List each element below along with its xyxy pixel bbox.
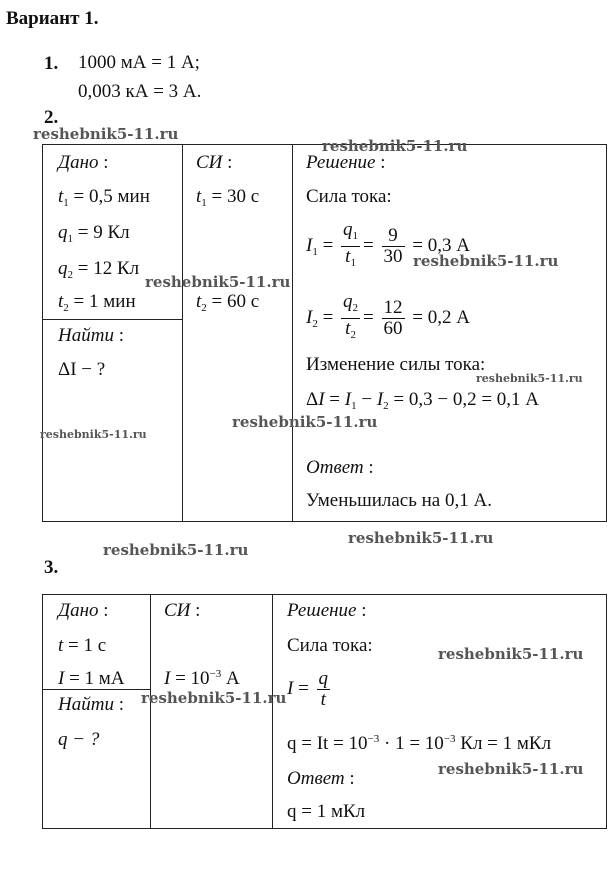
watermark: reshebnik5-11.ru bbox=[438, 645, 584, 663]
task2-answer-text: Уменьшилась на 0,1 А. bbox=[306, 490, 492, 511]
task2-si-t1: $t_1 = 30$ с bbox=[196, 186, 260, 209]
watermark: reshebnik5-11.ru bbox=[40, 428, 147, 441]
task3-si-header: СИ : bbox=[164, 600, 201, 621]
task2-change-line: Изменение силы тока: bbox=[306, 354, 486, 375]
task2-given-q1: $q_1 = 9$ Кл bbox=[58, 222, 130, 245]
task1-number: 1. bbox=[44, 53, 59, 74]
task3-calc-line: $q = It = 10^{-3} \cdot 1 = 10^{-3}$ Кл = 1 мКл bbox=[287, 733, 552, 754]
task2-delta-line: $\Delta I = I_1 - I_2 = 0,3 - 0,2 = 0,1$ А bbox=[306, 389, 540, 412]
task2-given-t1: $t_1 = 0,5$ мин bbox=[58, 186, 150, 209]
task2-si-header: СИ : bbox=[196, 152, 233, 173]
task3-formula: I = $\frac{q}{t}$ bbox=[287, 668, 329, 710]
watermark: reshebnik5-11.ru bbox=[322, 137, 468, 155]
watermark: reshebnik5-11.ru bbox=[141, 689, 287, 707]
task2-si-t2: $t_2 = 60$ с bbox=[196, 291, 260, 314]
task2-answer-header: Ответ : bbox=[306, 457, 374, 478]
task2-number: 2. bbox=[44, 107, 59, 128]
watermark: reshebnik5-11.ru bbox=[438, 760, 584, 778]
watermark: reshebnik5-11.ru bbox=[348, 529, 494, 547]
task3-number: 3. bbox=[44, 557, 59, 578]
watermark: reshebnik5-11.ru bbox=[103, 541, 249, 559]
task3-given-t: t = 1 с bbox=[58, 635, 107, 656]
watermark: reshebnik5-11.ru bbox=[145, 273, 291, 291]
task3-answer-header: Ответ : bbox=[287, 768, 355, 789]
watermark: reshebnik5-11.ru bbox=[413, 252, 559, 270]
task3-solution-line1: Сила тока: bbox=[287, 635, 373, 656]
task1-line2: 0,003 кА = 3 А. bbox=[78, 81, 202, 102]
task2-find-header: Найти : bbox=[58, 325, 124, 346]
task2-formula-I1: $I_1$ = $\frac{q_1}{t_1}$ = $\frac{9}{30}$ = 0,3 А bbox=[306, 220, 470, 273]
task2-find-item: ΔI − ? bbox=[58, 359, 106, 380]
page-title: Вариант 1. bbox=[6, 8, 99, 29]
task1-line1: 1000 мА = 1 А; bbox=[78, 52, 200, 73]
task3-solution-header: Решение : bbox=[287, 600, 367, 621]
watermark: reshebnik5-11.ru bbox=[476, 372, 583, 385]
task3-given-I: I = 1 мА bbox=[58, 668, 125, 689]
task3-find-item: q − ? bbox=[58, 729, 100, 750]
watermark: reshebnik5-11.ru bbox=[33, 125, 179, 143]
watermark: reshebnik5-11.ru bbox=[232, 413, 378, 431]
task2-solution-header: Решение : bbox=[306, 152, 386, 173]
task3-given-header: Дано : bbox=[58, 600, 109, 621]
task3-find-header: Найти : bbox=[58, 694, 124, 715]
task2-given-header: Дано : bbox=[58, 152, 109, 173]
task2-formula-I2: $I_2$ = $\frac{q_2}{t_2}$ = $\frac{12}{60}$ = 0,2 А bbox=[306, 292, 470, 345]
task2-given-t2: $t_2 = 1$ мин bbox=[58, 291, 136, 314]
task3-si-I: $I = 10^{-3}$ А bbox=[164, 668, 240, 689]
task2-given-q2: $q_2 = 12$ Кл bbox=[58, 258, 140, 281]
task2-solution-line1: Сила тока: bbox=[306, 186, 392, 207]
task3-answer-text: q = 1 мКл bbox=[287, 801, 366, 822]
